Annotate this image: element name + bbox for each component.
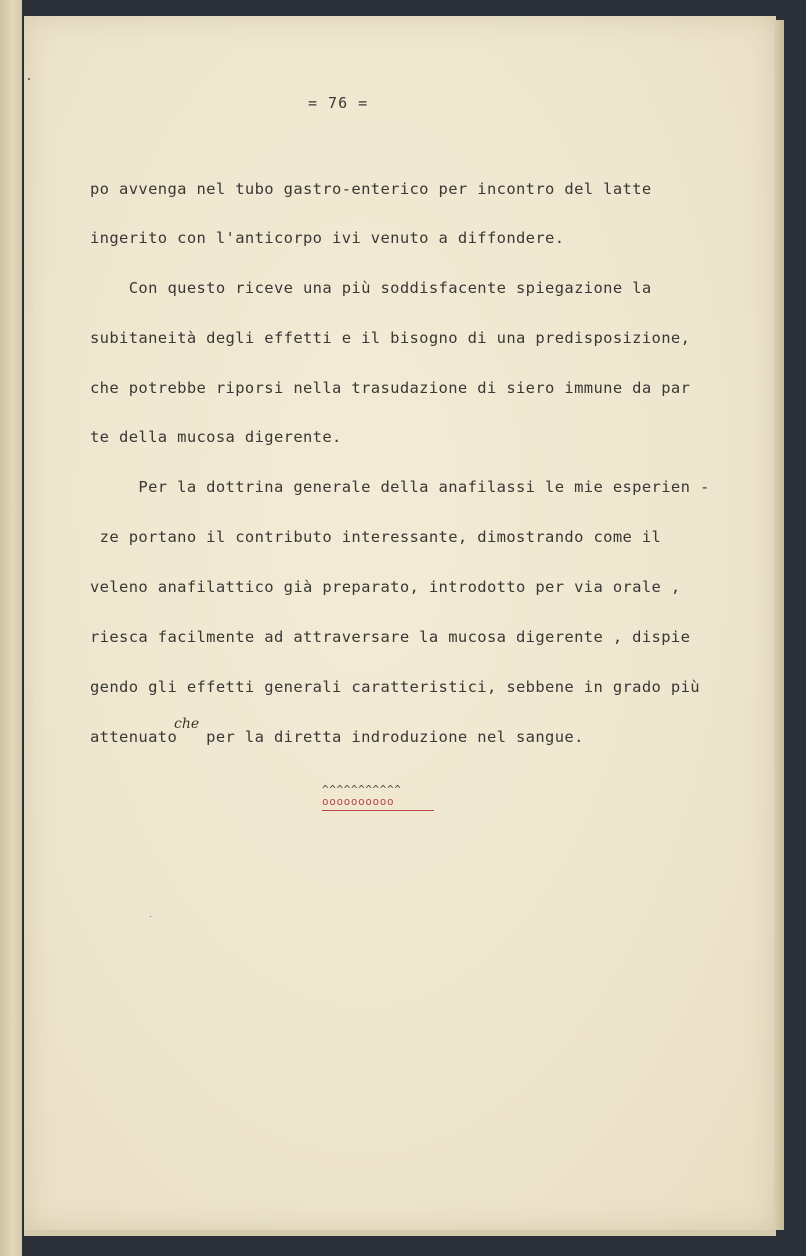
text-line-9: veleno anafilattico già preparato, introdotto per via orale , xyxy=(90,578,681,596)
text-line-5: che potrebbe riporsi nella trasudazione di siero immune da par xyxy=(90,379,691,397)
text-line-6: te della mucosa digerente. xyxy=(90,428,342,446)
text-line-8: ze portano il contributo interessante, dimostrando come il xyxy=(90,528,662,546)
text-line-11: gendo gli effetti generali caratteristici, sebbene in grado più xyxy=(90,678,700,696)
page-bottom-edge xyxy=(24,1230,776,1236)
ornament-top-row: ^^^^^^^^^^^ xyxy=(322,783,402,796)
text-line-12: attenuato per la diretta indroduzione nel sangue. xyxy=(90,728,584,746)
text-line-4: subitaneità degli effetti e il bisogno di una predisposizione, xyxy=(90,329,691,347)
text-line-3: Con questo riceve una più soddisfacente spiegazione la xyxy=(90,279,652,297)
page-number: = 76 = xyxy=(308,94,369,112)
document-page xyxy=(24,16,776,1232)
ornament-divider xyxy=(322,784,438,811)
previous-page-edge xyxy=(0,0,22,1256)
text-line-10: riesca facilmente ad attraversare la mucosa digerente , dispie xyxy=(90,628,691,646)
paper-speck xyxy=(150,916,151,917)
text-line-1: po avvenga nel tubo gastro-enterico per incontro del latte xyxy=(90,180,652,198)
text-line-7: Per la dottrina generale della anafilassi le mie esperien - xyxy=(90,478,710,496)
paper-speck xyxy=(28,78,30,80)
page-right-edge xyxy=(774,20,784,1230)
text-line-2: ingerito con l'anticorpo ivi venuto a diffondere. xyxy=(90,229,565,247)
ornament-rule xyxy=(322,810,434,811)
ornament-bottom-row: oooooooooo xyxy=(322,795,395,808)
handwritten-insert: che xyxy=(174,716,200,732)
